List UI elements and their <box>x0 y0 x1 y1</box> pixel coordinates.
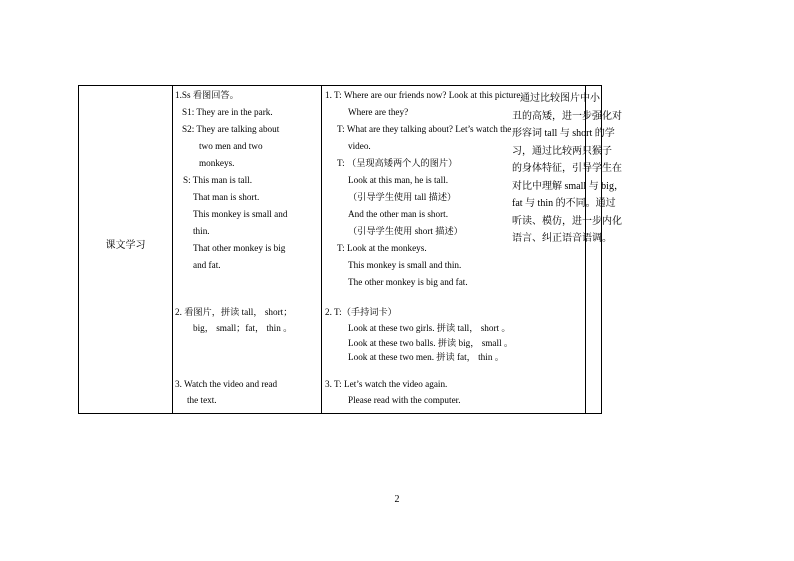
teacher-text-line: T: Look at the monkeys. <box>337 243 427 253</box>
section-title: 课文学习 <box>105 240 146 251</box>
student-text-line: 1.Ss 看图回答。 <box>175 90 239 100</box>
teacher-text-line: video. <box>348 141 371 151</box>
note-line: 丑的高矮，进一步强化对 <box>512 110 622 122</box>
teacher-text-line: （引导学生使用 tall 描述） <box>348 192 457 202</box>
teacher-text-line: T: What are they talking about? Let’s watch the <box>337 124 512 134</box>
teacher-text-line: Look at these two balls. 拼读 big， small 。 <box>348 338 514 348</box>
column-divider <box>172 86 173 413</box>
teacher-text-line: Please read with the computer. <box>348 395 461 405</box>
teacher-text-line: T: （呈现高矮两个人的图片） <box>337 158 458 168</box>
note-line: 语言、纠正语音语调。 <box>512 233 612 244</box>
student-text-line: monkeys. <box>199 158 235 168</box>
note-line: fat 与 thin 的不同。通过 <box>512 198 616 209</box>
teacher-text-line: Look at this man, he is tall. <box>348 175 449 185</box>
student-text-line: This monkey is small and <box>193 209 288 219</box>
teacher-text-line: Look at these two men. 拼读 fat， thin 。 <box>348 352 504 362</box>
teacher-text-line: 2. T:（手持词卡） <box>325 307 397 317</box>
teacher-text-line: Look at these two girls. 拼读 tall， short 。 <box>348 323 511 333</box>
note-line: 听读、模仿，进一步内化 <box>512 215 622 227</box>
note-line: 形容词 tall 与 short 的学 <box>512 128 615 139</box>
student-text-line: thin. <box>193 226 210 236</box>
student-text-line: two men and two <box>199 141 263 151</box>
student-text-line: 3. Watch the video and read <box>175 379 278 389</box>
student-text-line: and fat. <box>193 260 221 270</box>
student-text-line: That man is short. <box>193 192 260 202</box>
column-divider <box>321 86 322 413</box>
note-line: 的身体特征，引导学生在 <box>512 163 622 174</box>
student-text-line: S1: They are in the park. <box>182 107 273 117</box>
design-intent-note <box>512 90 622 248</box>
note-line: 对比中理解 small 与 big， <box>512 180 624 192</box>
teacher-text-line: This monkey is small and thin. <box>348 260 462 270</box>
teacher-text-line: 3. T: Let’s watch the video again. <box>325 379 448 389</box>
teacher-text-line: The other monkey is big and fat. <box>348 277 468 287</box>
note-line: 习，通过比较两只猴子 <box>512 145 612 157</box>
student-text-line: 2. 看图片，拼读 tall， short； <box>175 307 293 317</box>
teacher-text-line: 1. T: Where are our friends now? Look at this picture. <box>325 90 523 100</box>
student-text-line: That other monkey is big <box>193 243 286 253</box>
note-line: 通过比较图片中小 <box>520 93 600 104</box>
teacher-text-line: Where are they? <box>348 107 409 117</box>
student-text-line: big， small；fat， thin 。 <box>193 323 293 333</box>
page-number: 2 <box>394 494 400 505</box>
student-text-line: the text. <box>187 395 217 405</box>
teacher-text-line: （引导学生使用 short 描述） <box>348 226 463 236</box>
student-text-line: S: This man is tall. <box>183 175 252 185</box>
teacher-text-line: And the other man is short. <box>348 209 449 219</box>
student-text-line: S2: They are talking about <box>182 124 280 134</box>
